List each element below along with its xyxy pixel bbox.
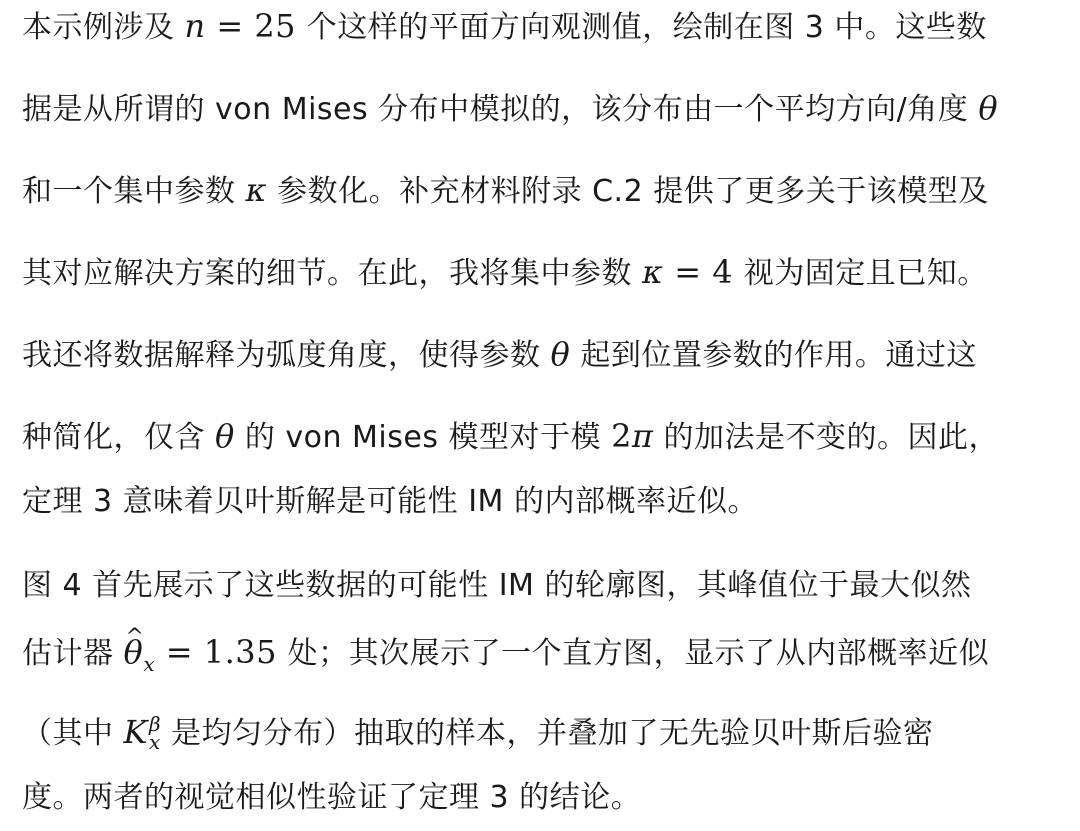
paragraph1-line5: [22, 332, 977, 376]
paragraph1-line6: [22, 414, 999, 458]
text-span: 和一个集中参数: [22, 174, 246, 209]
text-span: 图 4 首先展示了这些数据的可能性 IM 的轮廓图，其峰值位于最大似然: [22, 568, 972, 603]
text-span: 处；其次展示了一个直方图，显示了从内部概率近似: [287, 636, 990, 671]
paragraph1-line4: [22, 250, 988, 294]
text-span: 种简化，仅含: [22, 420, 216, 455]
math-number-2: 2: [611, 417, 632, 455]
math-variable-theta: θ: [550, 335, 571, 373]
math-equals-1-35: = 1.35: [155, 633, 288, 671]
text-span: 的 von Mises 模型对于模: [234, 420, 612, 455]
text-span: （其中: [22, 716, 124, 751]
math-equals-4: = 4: [663, 253, 744, 291]
math-variable-theta: θ: [978, 89, 999, 127]
math-variable-n: n: [184, 7, 206, 45]
math-variable-kappa: κ: [245, 171, 268, 209]
math-subscript-x: x: [148, 729, 161, 754]
text-span: 据是从所谓的 von Mises 分布中模拟的，该分布由一个平均方向/角度: [22, 92, 979, 127]
text-span: 本示例涉及: [22, 10, 185, 45]
text-span: 参数化。补充材料附录 C.2 提供了更多关于该模型及: [267, 174, 989, 209]
text-span: 我还将数据解释为弧度角度，使得参数: [22, 338, 551, 373]
text-span: 估计器: [22, 636, 124, 671]
paragraph1-line1: [22, 4, 987, 48]
paragraph2-line3: [22, 710, 934, 754]
math-variable-theta: θ: [215, 417, 235, 455]
math-equals-25: = 25: [205, 7, 307, 45]
math-sup-sub: [148, 711, 162, 754]
text-span: 起到位置参数的作用。通过这: [570, 338, 977, 373]
math-variable-K: K: [123, 713, 148, 751]
paragraph2-line2: [22, 630, 989, 674]
math-subscript-x: x: [143, 652, 156, 676]
text-span: 是均匀分布）抽取的样本，并叠加了无先验贝叶斯后验密: [161, 716, 934, 751]
math-variable-kappa: κ: [642, 253, 664, 291]
text-span: 视为固定且已知。: [743, 256, 988, 291]
text-span: 个这样的平面方向观测值，绘制在图 3 中。这些数: [306, 10, 987, 45]
text-span: 的加法是不变的。因此，: [653, 420, 999, 455]
text-span: 定理 3 意味着贝叶斯解是可能性 IM 的内部概率近似。: [22, 484, 758, 519]
paragraph2-line4: [22, 776, 641, 820]
math-variable-pi: π: [631, 417, 654, 455]
math-superscript-beta: β: [148, 711, 162, 736]
paragraph1-line3: [22, 168, 989, 212]
paragraph1-line7: [22, 480, 758, 524]
paragraph2-line1: [22, 564, 971, 608]
math-theta-hat: ^ θ: [124, 630, 144, 674]
text-span: 其对应解决方案的细节。在此，我将集中参数: [22, 256, 643, 291]
text-span: 度。两者的视觉相似性验证了定理 3 的结论。: [22, 780, 642, 815]
paragraph1-line2: [22, 86, 998, 130]
